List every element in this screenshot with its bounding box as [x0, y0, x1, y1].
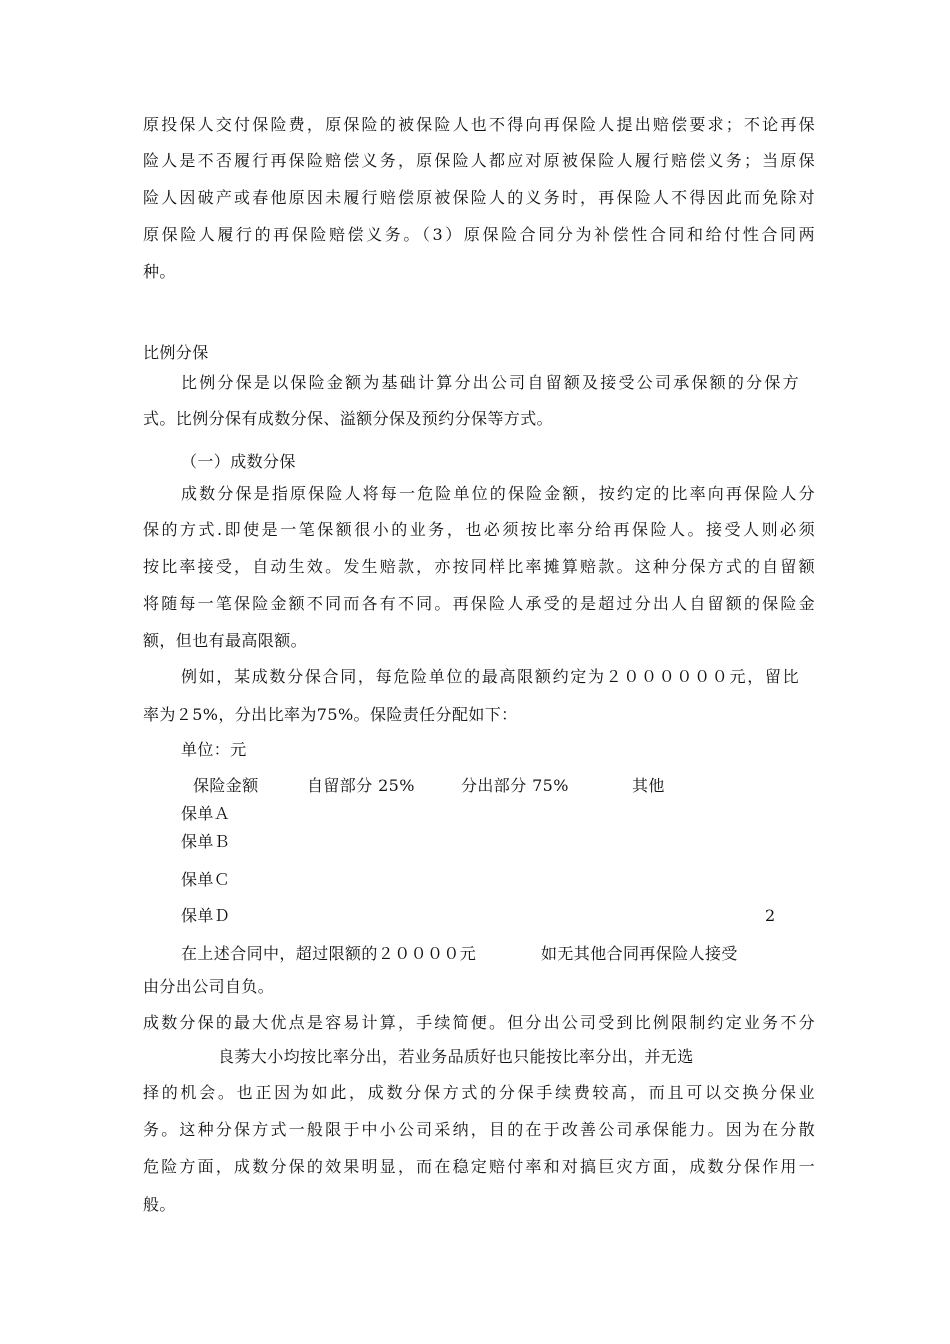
- table-header-sum-insured: 保险金额: [193, 776, 259, 795]
- definition-line-1: 比例分保是以保险金额为基础计算分出公司自留额及接受公司承保额的分保方: [181, 373, 799, 392]
- after-table-line-1b: 如无其他合同再保险人接受: [541, 944, 738, 963]
- intro-line-4: 原保险人履行的再保险赔偿义务。（3）原保险合同分为补偿性合同和给付性合同两: [143, 225, 815, 244]
- after-table-line-5: 择的机会。也正因为如此，成数分保方式的分保手续费较高，而且可以交换分保业: [143, 1083, 815, 1102]
- table-row-policy-b: 保单Ｂ: [181, 832, 231, 851]
- definition-line-2: 式。比例分保有成数分保、溢额分保及预约分保等方式。: [143, 409, 554, 428]
- table-row-policy-c: 保单Ｃ: [181, 870, 231, 889]
- after-table-line-2: 由分出公司自负。: [143, 977, 275, 996]
- subsection-title: （一）成数分保: [181, 452, 296, 471]
- quota-line-2: 保的方式.即使是一笔保额很小的业务，也必须按比率分给再保险人。接受人则必须: [143, 520, 815, 539]
- intro-line-2: 险人是不否履行再保险赔偿义务，原保险人都应对原被保险人履行赔偿义务；当原保: [143, 151, 815, 170]
- table-header-other: 其他: [632, 776, 665, 795]
- intro-line-3: 险人因破产或春他原因未履行赔偿原被保险人的义务时，再保险人不得因此而免除对: [143, 188, 815, 207]
- after-table-line-4: 良莠大小均按比率分出，若业务品质好也只能按比率分出，并无选: [218, 1047, 694, 1066]
- section-title: 比例分保: [143, 343, 209, 362]
- intro-line-5: 种。: [143, 262, 176, 281]
- table-row-policy-d-extra: 2: [765, 906, 776, 925]
- example-line-2: 率为２5%，分出比率为75%。保险责任分配如下：: [143, 705, 518, 724]
- quota-line-5: 额，但也有最高限额。: [143, 631, 308, 650]
- quota-line-3: 按比率接受，自动生效。发生赔款，亦按同样比率摊算赔款。这种分保方式的自留额: [143, 557, 815, 576]
- after-table-line-1a: 在上述合同中，超过限额的２００００元: [181, 944, 477, 963]
- table-header-retention: 自留部分 25%: [307, 776, 415, 795]
- intro-line-1: 原投保人交付保险费，原保险的被保险人也不得向再保险人提出赔偿要求；不论再保: [143, 115, 815, 134]
- quota-line-1: 成数分保是指原保险人将每一危险单位的保险金额，按约定的比率向再保险人分: [181, 484, 815, 503]
- after-table-line-7: 危险方面，成数分保的效果明显，而在稳定赔付率和对搞巨灾方面，成数分保作用一: [143, 1157, 815, 1176]
- table-row-policy-a: 保单Ａ: [181, 804, 231, 823]
- table-row-policy-d: 保单Ｄ: [181, 906, 231, 925]
- unit-label: 单位：元: [181, 740, 247, 759]
- after-table-line-6: 务。这种分保方式一般限于中小公司采纳，目的在于改善公司承保能力。因为在分散: [143, 1120, 815, 1139]
- example-line-1: 例如，某成数分保合同，每危险单位的最高限额约定为２００００００元，留比: [181, 667, 799, 686]
- quota-line-4: 将随每一笔保险金额不同而各有不同。再保险人承受的是超过分出人自留额的保险金: [143, 594, 815, 613]
- table-header-ceded: 分出部分 75%: [461, 776, 569, 795]
- after-table-line-8: 般。: [143, 1195, 176, 1214]
- after-table-line-3: 成数分保的最大优点是容易计算，手续简便。但分出公司受到比例限制约定业务不分: [143, 1013, 815, 1032]
